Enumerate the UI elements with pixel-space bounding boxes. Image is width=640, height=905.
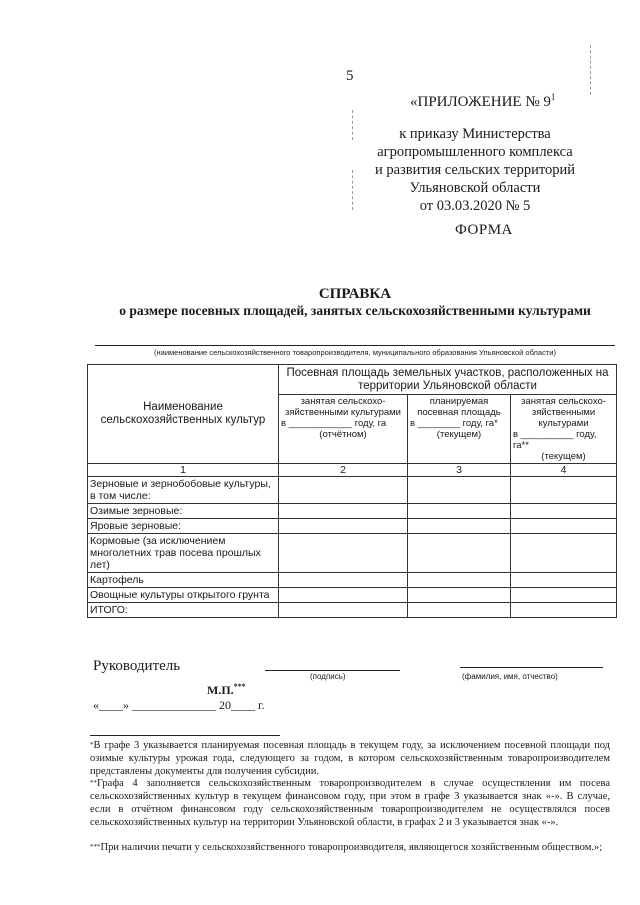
current-year-header xyxy=(511,395,617,464)
planned-area-line: в ________ году, га* xyxy=(410,418,498,429)
row-label-vegetables: Овощные культуры открытого грунта xyxy=(88,588,279,603)
signature-line[interactable] xyxy=(265,670,400,671)
table-row xyxy=(88,519,617,534)
form-label: ФОРМА xyxy=(455,222,513,238)
row-label-winter: Озимые зерновые: xyxy=(88,504,279,519)
row-label-potato: Картофель xyxy=(88,573,279,588)
footnote-1-text: В графе 3 указывается планируемая посевная площадь в текущем году, за исключением посевной площади под озимые культуры урожая года, следующего за годом, в котором сельскохозяйственным товаропроизводителем представлены документы для получения субсидии. xyxy=(90,740,610,777)
crop-name-header: Наименование сельскохозяйственных культур xyxy=(88,365,279,464)
appendix-line-2: агропромышленного комплекса xyxy=(377,144,573,160)
signature-caption: (подпись) xyxy=(310,672,346,681)
cell-input[interactable] xyxy=(279,603,408,618)
planned-area-note: (текущем) xyxy=(436,429,482,440)
cell-input[interactable] xyxy=(279,477,408,504)
scan-mark xyxy=(352,110,353,140)
appendix-line-3: и развития сельских территорий xyxy=(374,162,575,178)
reported-year-header xyxy=(279,395,408,464)
row-label-spring: Яровые зерновые: xyxy=(88,519,279,534)
appendix-line-4: Ульяновской области xyxy=(409,180,541,196)
footnote-2-mark: ** xyxy=(90,779,97,787)
table-row xyxy=(88,534,617,573)
document-subtitle: о размере посевных площадей, занятых сельскохозяйственными культурами xyxy=(119,303,591,318)
scan-mark xyxy=(590,45,591,95)
document-title: СПРАВКА xyxy=(318,286,392,302)
current-year-note: (текущем) xyxy=(541,451,586,462)
reported-year-note: (отчётном) xyxy=(319,429,367,440)
table-row xyxy=(88,477,617,504)
crops-table xyxy=(87,364,617,618)
current-year-lead: занятая сельскохо-зяйственными культурами xyxy=(521,396,606,429)
sown-area-header: Посевная площадь земельных участков, расположенных на территории Ульяновской области xyxy=(279,365,617,395)
column-number-2: 2 xyxy=(279,464,408,477)
cell-input[interactable] xyxy=(279,519,408,534)
planned-area-lead: планируемая посевная площадь xyxy=(417,396,501,418)
head-label: Руководитель xyxy=(93,658,181,674)
planned-area-header xyxy=(408,395,511,464)
footnote-3-text: При наличии печати у сельскохозяйственного товаропроизводителя, являющегося хозяйственным обществом.»; xyxy=(100,842,603,853)
footnote-2 xyxy=(90,777,610,829)
reported-year-lead: занятая сельскохо-зяйственными культурами xyxy=(285,396,401,418)
table-row xyxy=(88,588,617,603)
cell-input[interactable] xyxy=(511,477,617,504)
current-year-line: в __________ году, га** xyxy=(513,429,597,451)
row-label-grain: Зерновые и зернобобовые культуры, в том числе: xyxy=(88,477,279,504)
column-number-3: 3 xyxy=(408,464,511,477)
cell-input[interactable] xyxy=(279,534,408,573)
full-name-line[interactable] xyxy=(460,667,603,668)
cell-input[interactable] xyxy=(408,534,511,573)
cell-input[interactable] xyxy=(511,603,617,618)
column-number-1: 1 xyxy=(88,464,279,477)
reported-year-line: в ____________ году, га xyxy=(281,418,387,429)
stamp-sup: *** xyxy=(233,682,246,691)
cell-input[interactable] xyxy=(511,504,617,519)
row-label-total: ИТОГО: xyxy=(88,603,279,618)
footnote-1-mark: * xyxy=(90,741,94,749)
appendix-line-1: к приказу Министерства xyxy=(399,126,551,142)
producer-name-line xyxy=(95,345,615,346)
scan-mark xyxy=(352,170,353,210)
appendix-title-text: «ПРИЛОЖЕНИЕ № 9 xyxy=(410,94,551,110)
table-row xyxy=(88,573,617,588)
cell-input[interactable] xyxy=(279,588,408,603)
cell-input[interactable] xyxy=(279,504,408,519)
stamp-label: М.П. xyxy=(207,683,234,697)
footnote-3-mark: *** xyxy=(90,843,101,851)
footnote-3 xyxy=(90,841,610,854)
cell-input[interactable] xyxy=(279,573,408,588)
cell-input[interactable] xyxy=(408,519,511,534)
date-line[interactable]: «____» ______________ 20____ г. xyxy=(93,698,265,712)
cell-input[interactable] xyxy=(511,534,617,573)
cell-input[interactable] xyxy=(408,573,511,588)
cell-input[interactable] xyxy=(408,603,511,618)
table-row xyxy=(88,504,617,519)
stamp-place xyxy=(207,682,246,698)
table-row xyxy=(88,603,617,618)
cell-input[interactable] xyxy=(408,588,511,603)
row-label-fodder: Кормовые (за исключением многолетних трав посева прошлых лет) xyxy=(88,534,279,573)
cell-input[interactable] xyxy=(511,573,617,588)
page-number: 5 xyxy=(346,68,354,84)
footnote-rule xyxy=(90,735,280,736)
producer-caption: (наименование сельскохозяйственного товаропроизводителя, муниципального образования Ульяновской области) xyxy=(154,348,556,357)
appendix-line-5: от 03.03.2020 № 5 xyxy=(419,198,531,214)
cell-input[interactable] xyxy=(511,519,617,534)
footnote-1 xyxy=(90,739,610,778)
footnote-2-text: Графа 4 заполняется сельскохозяйственным товаропроизводителем в случае осуществления им посева сельскохозяйственных культур в текущем финансовом году, при этом в графе 3 указывается знак «-». В случае, если в отчётном финансовом году сельскохозяйственным товаропроизводителем не осуществлялся посев сельскохозяйственных культур на территории Ульяновской области, в графах 2 и 3 указывается знак «-». xyxy=(90,778,610,828)
cell-input[interactable] xyxy=(408,477,511,504)
column-number-4: 4 xyxy=(511,464,617,477)
cell-input[interactable] xyxy=(408,504,511,519)
appendix-title xyxy=(410,92,555,111)
cell-input[interactable] xyxy=(511,588,617,603)
full-name-caption: (фамилия, имя, отчество) xyxy=(462,672,558,681)
appendix-title-sup: 1 xyxy=(550,92,556,102)
